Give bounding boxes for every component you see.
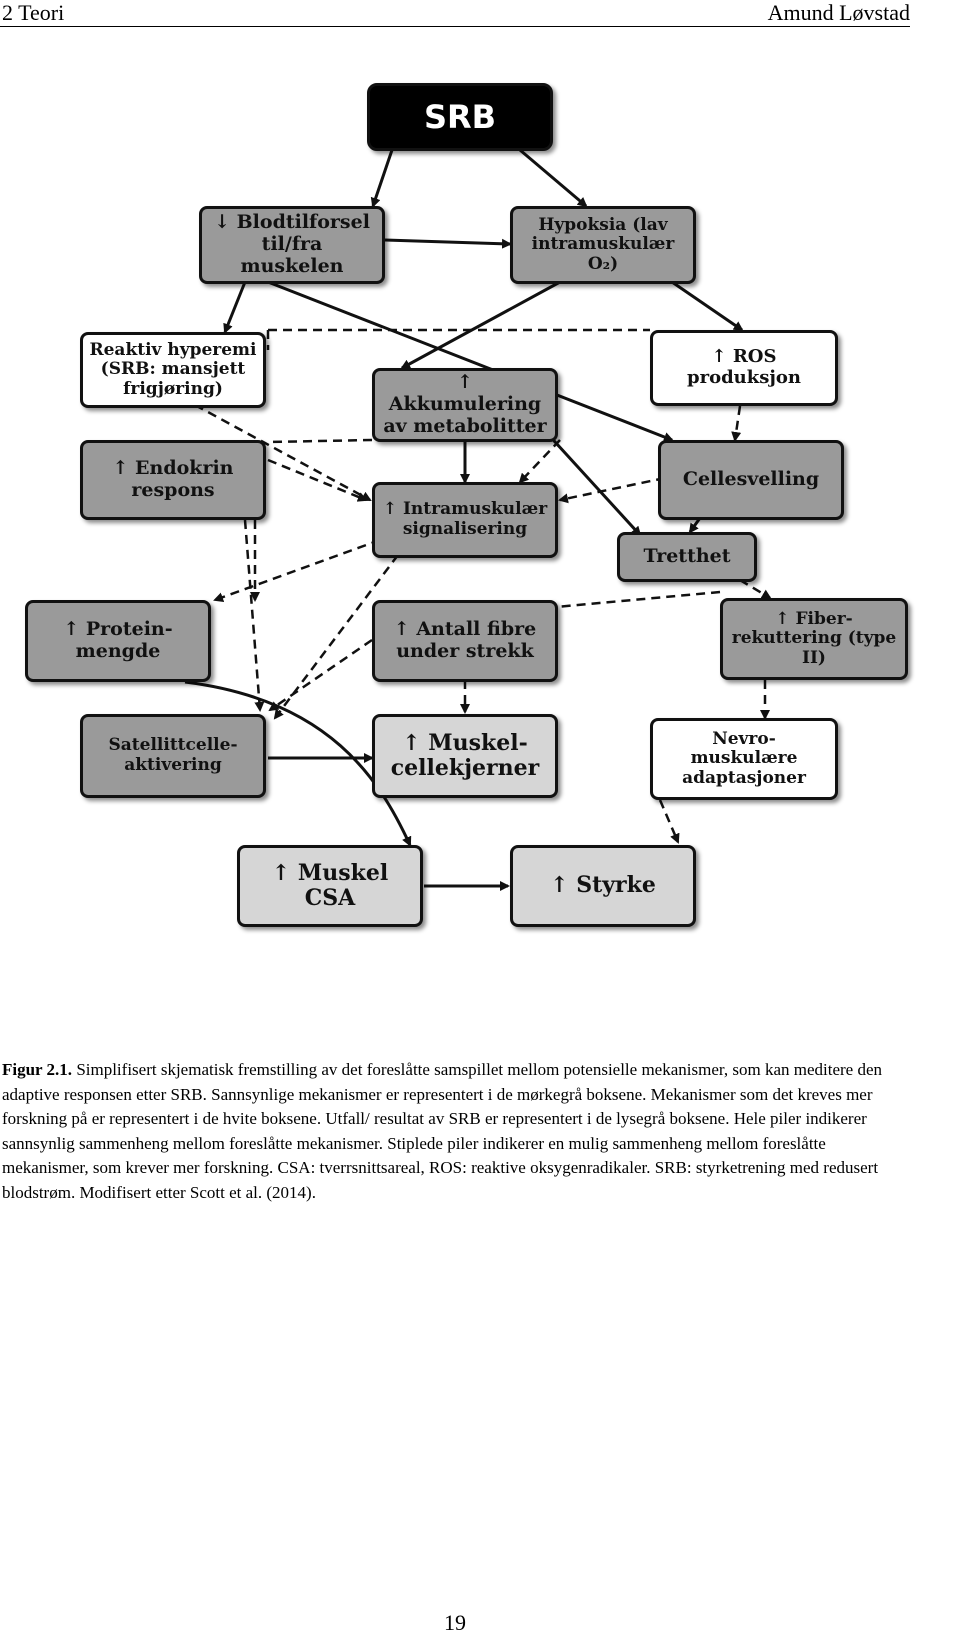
arrow-hypoksia-ros — [672, 282, 742, 330]
box-muskelcellekjerner: ↑ Muskel- cellekjerner — [372, 714, 558, 798]
figure-caption — [2, 1058, 912, 1205]
dashed-tretthet-fiber — [740, 580, 770, 598]
box-tretthet: Tretthet — [617, 532, 757, 582]
dashed-fiber-antall — [545, 592, 720, 608]
box-nevromuskulaere: Nevro- muskulære adaptasjoner — [650, 718, 838, 800]
box-ros-produksjon: ↑ ROS produksjon — [650, 330, 838, 406]
box-muskel-csa: ↑ Muskel CSA — [237, 845, 423, 927]
arrow-cellesvelling-tretthet — [690, 518, 700, 532]
box-proteinmengde: ↑ Protein- mengde — [25, 600, 211, 682]
box-cellesvelling: Cellesvelling — [658, 440, 844, 520]
dashed-akk-intra2 — [520, 440, 560, 482]
box-srb: SRB — [367, 83, 553, 151]
arrow-srb-hypoksia — [520, 150, 586, 206]
dashed-ros-cellesvelling — [735, 406, 740, 440]
box-reaktiv-hyperemi: Reaktiv hyperemi (SRB: mansjett frigjøring) — [80, 332, 266, 408]
box-akkumulering: ↑ Akkumulering av metabolitter — [372, 368, 558, 442]
arrow-blod-hypoksia — [385, 240, 510, 244]
box-fiberrekuttering: ↑ Fiber- rekuttering (type II) — [720, 598, 908, 680]
page-number: 19 — [444, 1610, 466, 1635]
box-satellittcelle: Satellittcelle- aktivering — [80, 714, 266, 798]
box-hypoksia: Hypoksia (lav intramuskulær O₂) — [510, 206, 696, 284]
figure-label: Figur 2.1. — [2, 1060, 73, 1079]
arrow-srb-blod — [373, 150, 392, 206]
dashed-antall-satellitt — [270, 640, 372, 710]
dashed-akk-endokrin — [268, 440, 372, 442]
box-antall-fibre: ↑ Antall fibre under strekk — [372, 600, 558, 682]
box-blodtilforsel: ↓ Blodtilforsel til/fra muskelen — [199, 206, 385, 284]
arrow-blod-reaktiv — [225, 282, 245, 332]
dashed-endokrin-satellitt — [245, 520, 260, 710]
box-intramuskulaer: ↑ Intramuskulær signalisering — [372, 482, 558, 558]
box-endokrin: ↑ Endokrin respons — [80, 440, 266, 520]
arrow-hypoksia-akk — [402, 282, 560, 368]
box-styrke: ↑ Styrke — [510, 845, 696, 927]
dashed-intra-protein — [215, 540, 380, 600]
header-chapter: 2 Teori — [2, 0, 65, 25]
dashed-endokrin-intra — [268, 460, 366, 500]
figure-caption-text: Simplifisert skjematisk fremstilling av det foreslåtte samspillet mellom potensielle mekanismer, som kan meditere den adaptive responsen etter SRB. Sannsynlige mekanismer er representert i de mørkegrå boksene. Mekanismer som det kreves mer forskning på er representert i de hvite boksene. Utfall/ resultat av SRB er representert i de lysegrå boksene. Hele piler indikerer sannsynlig sammenheng mellom foreslåtte mekanismer. Stiplede piler indikerer en mulig sammenheng mellom foreslåtte mekanismer, som krever mer forskning. CSA: tverrsnittsareal, ROS: reaktive oksygenradikaler. SRB: styrketrening med redusert blodstrøm. Modifisert etter Scott et al. (2014). — [2, 1060, 883, 1202]
dashed-cellesvelling-intra — [560, 478, 665, 500]
header-author: Amund Løvstad — [767, 0, 910, 25]
dashed-nevro-styrke — [660, 800, 678, 842]
